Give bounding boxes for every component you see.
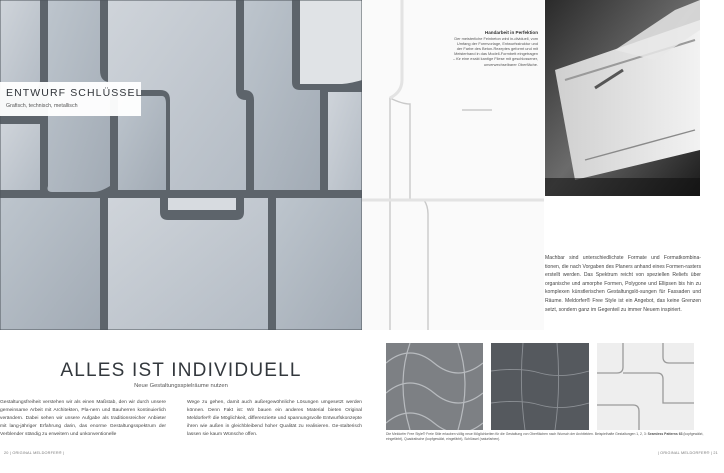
footer-right: | ORIGINAL MELDORFER® | 21 bbox=[657, 451, 718, 455]
swatch-caption-bold: Seamless Patterns 63 bbox=[647, 432, 683, 436]
title-box bbox=[0, 82, 141, 116]
right-body-text: Machbar sind unterschiedlichste Formate und Formatkombina-tionen, die nach Vorgaben des Planers anhand eines Formen-rasters erstellt werden. Das Spektrum reicht von speziellen Reliefs über organische und amorphe Formen, Polygone und Ellipsen bis hin zu komplexen künstlerischen Gestaltungslö-sungen für Fassaden und Räume. Meldorfer® Free Style ist ein Angebot, das keine Grenzen setzt, sondern ganz im Gegenteil zu immer Neuem inspiriert. bbox=[545, 255, 701, 313]
subheadline: Neue Gestaltungsspielräume nutzen bbox=[134, 383, 228, 389]
body-text-left: Gestaltungsfreiheit verstehen wir als einen Maßstab, den wir durch unsere gemeinsame Arbeit mit Architekten, Pla-nern und Bauherren kontinuierlich verändern. Dabei sehen wir unsere Aufgabe als traditionsreicher Anbieter mit lang-jähriger Erfahrung darin, das enorme Gestaltungsspektrum der Verblender ständig zu erweitern und unkonventionelle bbox=[0, 400, 166, 438]
craftsman-photo bbox=[545, 0, 700, 196]
swatch-seamless-pattern bbox=[386, 343, 483, 430]
swatch-key-pattern bbox=[597, 343, 694, 430]
photo-caption-heading: Handarbeit in Perfektion bbox=[484, 30, 538, 35]
photo-caption bbox=[452, 30, 538, 67]
section-title: ENTWURF SCHLÜSSEL bbox=[6, 87, 143, 99]
footer-left: 20 | ORIGINAL MELDORFER® | bbox=[4, 451, 65, 455]
swatch-square-pattern bbox=[491, 343, 589, 430]
section-subtitle: Grafisch, technisch, metallisch bbox=[6, 103, 78, 109]
body-text-right: Wege zu gehen, damit auch außergewöhnliche Lösungen umgesetzt werden können. Denn Fakt ist: Wir bauen ein anderes Material bieten Original Meldorfer® die Möglichkeit, differenzierte und spannungsvolle Entwurfskonzepte ihren wie außen in gleichbleibend hoher Qualität zu realisieren. Ge-stalterisch lassen sie kaum Wünsche offen. bbox=[187, 400, 362, 438]
photo-caption-text: Der meisterliche Feinbeton wird in-dividuell, vom Umfang der Formvorlage, Entwurfsstruktur und der Farbe des Beton-Rezeptes geformt und mit Meisterhand in das Modell-Formbett eingetragen – für eine exakt kantige Fliese mit geschlossener, unverwechselbarer Oberfläche. bbox=[453, 36, 538, 67]
headline: ALLES IST INDIVIDUELL bbox=[60, 360, 302, 381]
swatch-caption-text: Die Meldorfer Free Style® Freie Stile erlauben völlig neue Möglichkeiten für die Gestaltung von Oberflächen nach Wunsch der Architekten. Beispielhafte Gestaltungen 1, 2, 3: Seamless Patterns 63 (kopfgewälzt, eingefärbt), Quadratische (kopfgewälzt, eingefärbt), Schlüssel (naturfarben). bbox=[386, 432, 704, 441]
swatch-caption bbox=[386, 432, 712, 441]
key-tile-pattern-image bbox=[0, 0, 362, 330]
